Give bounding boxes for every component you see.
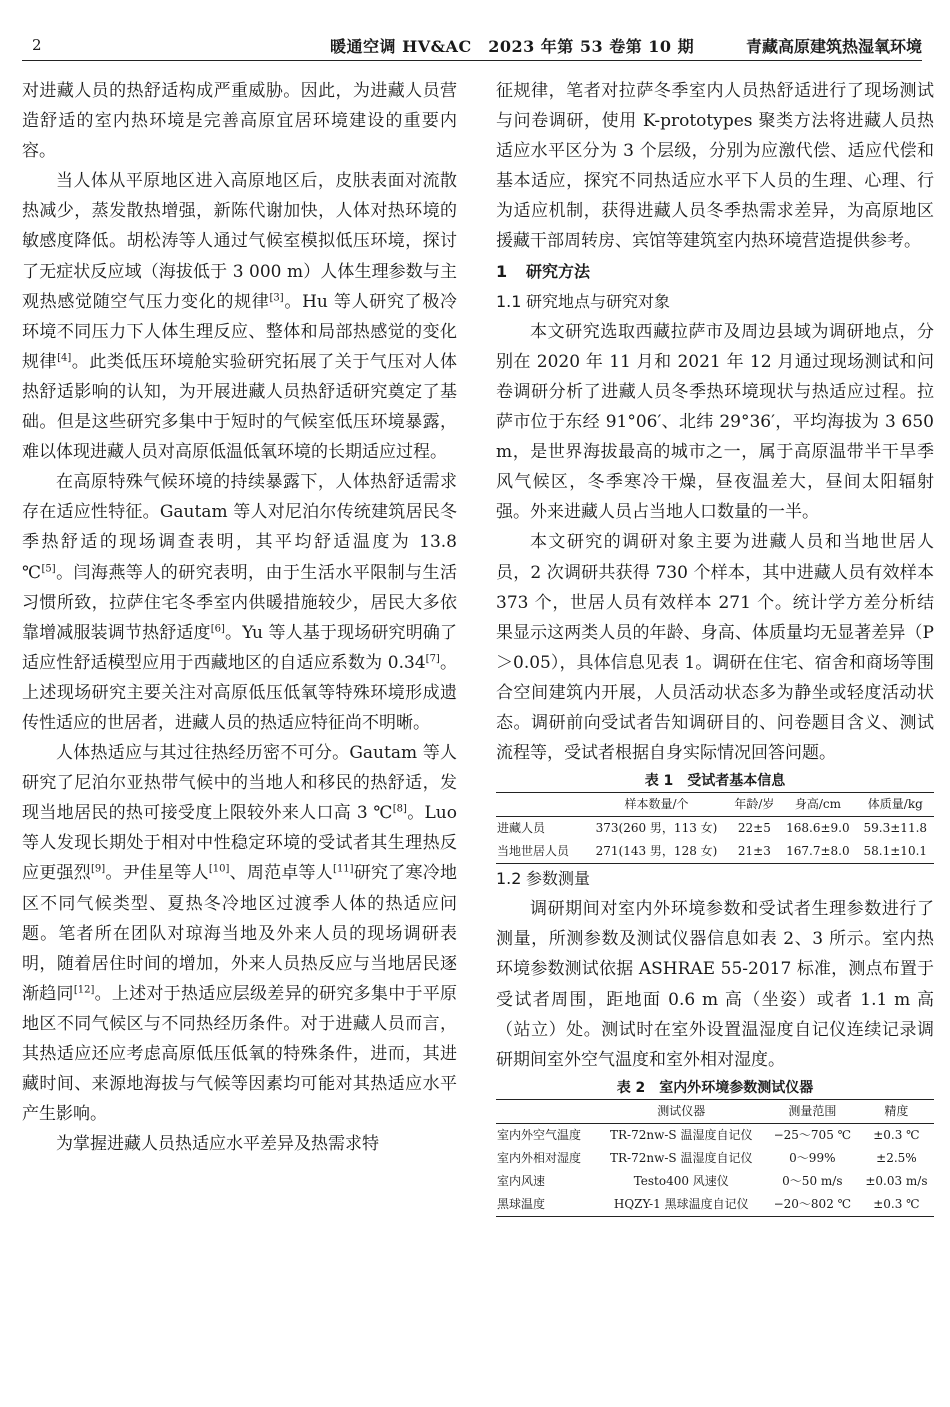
subsection-heading: 1.2 参数测量 (496, 869, 591, 889)
table-cell: −20～802 ℃ (773, 1196, 852, 1211)
table-cell: 373(260 男，113 女) (595, 821, 718, 836)
table-header-cell: 测量范围 (766, 1099, 859, 1123)
paragraph: 对进藏人员的热舒适构成严重威胁。因此，为进藏人员营造舒适的室内热环境是完善高原宜居环境建设的重要内容。 (22, 81, 457, 162)
table-cell: Testo400 风速仪 (633, 1173, 729, 1188)
page-header (22, 30, 922, 61)
table-cell: 进藏人员 (497, 821, 546, 836)
table-caption: 表 2 室内外环境参数测试仪器 (616, 1079, 814, 1096)
table-cell: −25～705 ℃ (773, 1127, 852, 1142)
table-cell: 167.7±8.0 (786, 844, 850, 859)
table-header-cell: 样本数量/个 (583, 793, 729, 817)
table-subjects (496, 792, 934, 864)
citation: [8] (392, 803, 407, 815)
table-cell: 271(143 男，128 女) (595, 844, 718, 859)
table-cell: TR-72nw-S 温湿度自记仪 (610, 1127, 753, 1142)
table-cell: ±0.03 m/s (865, 1173, 928, 1188)
table-row (496, 1170, 934, 1193)
table-cell: ±0.3 ℃ (873, 1196, 920, 1211)
page-number: 2 (32, 36, 42, 54)
table-cell: 0～50 m/s (782, 1173, 843, 1188)
table-cell: 室内外空气温度 (497, 1127, 582, 1142)
table-row (496, 817, 934, 841)
table-cell: 室内外相对湿度 (497, 1150, 582, 1165)
citation: [5] (41, 562, 56, 574)
table-header-cell (496, 1099, 597, 1123)
citation: [3] (269, 292, 284, 303)
table-cell: 59.3±11.8 (863, 821, 928, 836)
table-row (496, 1147, 934, 1170)
table-cell: 168.6±9.0 (786, 821, 850, 836)
table-cell: 0～99% (789, 1150, 836, 1165)
table-row (496, 1193, 934, 1217)
paragraph: 当人体从平原地区进入高原地区后，皮肤表面对流散热减少，蒸发散热增强，新陈代谢加快，人体对热环境的敏感度降低。胡松涛等人通过气候室模拟低压环境，探讨了无症状反应域（海拔低于 3 000 m）人体生理参数与主观热感觉随空气压力变化的规律[3]。Hu 等人研究了极冷环境不同压力下人体生理反应、整体和局部热感觉的变化规律[4]。此类低压环境舱实验研究拓展了关于气压对人体热舒适影响的认知，为开展进藏人员热舒适研究奠定了基础。但是这些研究多集中于短时的气候室低压环境暴露，难以体现进藏人员对高原低温低氧环境的长期适应过程。 (22, 171, 458, 463)
table-cell: 58.1±10.1 (863, 844, 928, 859)
table-cell: ±2.5% (876, 1150, 917, 1165)
paragraph: 征规律，笔者对拉萨冬季室内人员热舒适进行了现场测试与问卷调研，使用 K-prototypes 聚类方法将进藏人员热适应水平区分为 3 个层级，分别为应激代偿、适应代偿和基本适应，探究不同热适应水平下人员的生理、心理、行为适应机制，获得进藏人员冬季热需求差异，为高原地区援藏干部周转房、宾馆等建筑室内热环境营造提供参考。 (496, 81, 934, 252)
table-cell: 当地世居人员 (497, 844, 570, 859)
table-cell: 21±3 (737, 844, 771, 859)
table-cell: HQZY-1 黑球温度自记仪 (613, 1196, 749, 1211)
citation: [7] (425, 653, 440, 665)
table-header-cell: 身高/cm (779, 793, 856, 817)
citation: [6] (210, 623, 225, 635)
citation: [11] (333, 863, 354, 875)
subsection-heading: 1.1 研究地点与研究对象 (496, 291, 671, 311)
table-header-cell: 年龄/岁 (730, 793, 780, 817)
table-header-cell: 测试仪器 (597, 1099, 766, 1123)
table-instruments (496, 1099, 934, 1217)
table-header-cell (496, 793, 583, 817)
table-row (496, 840, 934, 864)
paragraph: 本文研究选取西藏拉萨市及周边县域为调研地点，分别在 2020 年 11 月和 2021 年 12 月通过现场测试和问卷调研分析了进藏人员冬季热环境现状与热适应过程。拉萨市位于东经 91°06′、北纬 29°36′，平均海拔为 3 650 m，是世界海拔最高的城市之一，属于高原温带半干旱季风气候区，冬季寒冷干燥，昼夜温差大，昼间太阳辐射强。外来进藏人员占当地人口数量的一半。 (496, 321, 934, 523)
citation: [9] (90, 863, 106, 875)
citation: [12] (73, 984, 95, 996)
section-heading: 1 研究方法 (496, 261, 591, 281)
table-cell: 22±5 (737, 821, 771, 836)
topic-title: 青藏高原建筑热湿氧环境 (745, 37, 922, 56)
paragraph: 调研期间对室内外环境参数和受试者生理参数进行了测量，所测参数及测试仪器信息如表 2、3 所示。室内热环境参数测试依据 ASHRAE 55-2017 标准，测点布置于受试者周围，距地面 0.6 m 高（坐姿）或者 1.1 m 高（站立）处。测试时在室外设置温湿度自记仪连续记录调研期间室外空气温度和室外相对湿度。 (496, 899, 934, 1070)
table-header-cell: 精度 (859, 1099, 934, 1123)
citation: [10] (208, 863, 230, 875)
table-cell: ±0.3 ℃ (873, 1127, 920, 1142)
citation: [4] (57, 352, 72, 364)
table-row (496, 1123, 934, 1147)
paragraph: 在高原特殊气候环境的持续暴露下，人体热舒适需求存在适应性特征。Gautam 等人对尼泊尔传统建筑居民冬季热舒适的现场调查表明，其平均舒适温度为 13.8 ℃[5]。闫海燕等人的研究表明，由于生活水平限制与生活习惯所致，拉萨住宅冬季室内供暖措施较少，居民大多依靠增减服装调节热舒适度[6]。Yu 等人基于现场研究明确了适应性舒适模型应用于西藏地区的自适应系数为 0.34[7]。上述现场研究主要关注对高原低压低氧等特殊环境形成遗传性适应的世居者，进藏人员的热适应特征尚不明晰。 (22, 472, 458, 733)
left-column (22, 76, 457, 1159)
right-column (496, 76, 934, 1223)
table-cell: TR-72nw-S 温湿度自记仪 (610, 1150, 753, 1165)
journal-title: 暖通空调 HV&AC 2023 年第 53 卷第 10 期 (330, 37, 695, 56)
table-cell: 室内风速 (497, 1173, 546, 1188)
paragraph: 为掌握进藏人员热适应水平差异及热需求特 (56, 1134, 379, 1155)
paragraph: 本文研究的调研对象主要为进藏人员和当地世居人员，2 次调研共获得 730 个样本，其中进藏人员有效样本 373 个，世居人员有效样本 271 个。统计学方差分析结果显示这两类人员的年龄、身高、体质量均无显著差异（P＞0.05），具体信息见表 1。调研在住宅、宿舍和商场等围合空间建筑内开展，人员活动状态多为静坐或轻度活动状态。调研前向受试者告知调研目的、问卷题目含义、测试流程等，受试者根据自身实际情况回答问题。 (496, 532, 934, 764)
table-header-cell: 体质量/kg (857, 793, 934, 817)
table-cell: 黑球温度 (497, 1196, 546, 1211)
paragraph: 人体热适应与其过往热经历密不可分。Gautam 等人研究了尼泊尔亚热带气候中的当地人和移民的热舒适，发现当地居民的热可接受度上限较外来人口高 3 ℃[8]。Luo 等人发现长期处于相对中性稳定环境的受试者其生理热反应更强烈[9]。尹佳星等人[10]、周范卓等人[11]研究了寒冷地区不同气候类型、夏热冬冷地区过渡季人体的热适应问题。笔者所在团队对琼海当地及外来人员的现场调研表明，随着居住时间的增加，外来人员热反应与当地居民逐渐趋同[12]。上述对于热适应层级差异的研究多集中于平原地区不同气候区与不同热经历条件。对于进藏人员而言，其热适应还应考虑高原低压低氧的特殊条件，进而，其进藏时间、来源地海拔与气候等因素均可能对其热适应水平产生影响。 (22, 743, 458, 1125)
table-caption: 表 1 受试者基本信息 (644, 773, 786, 790)
